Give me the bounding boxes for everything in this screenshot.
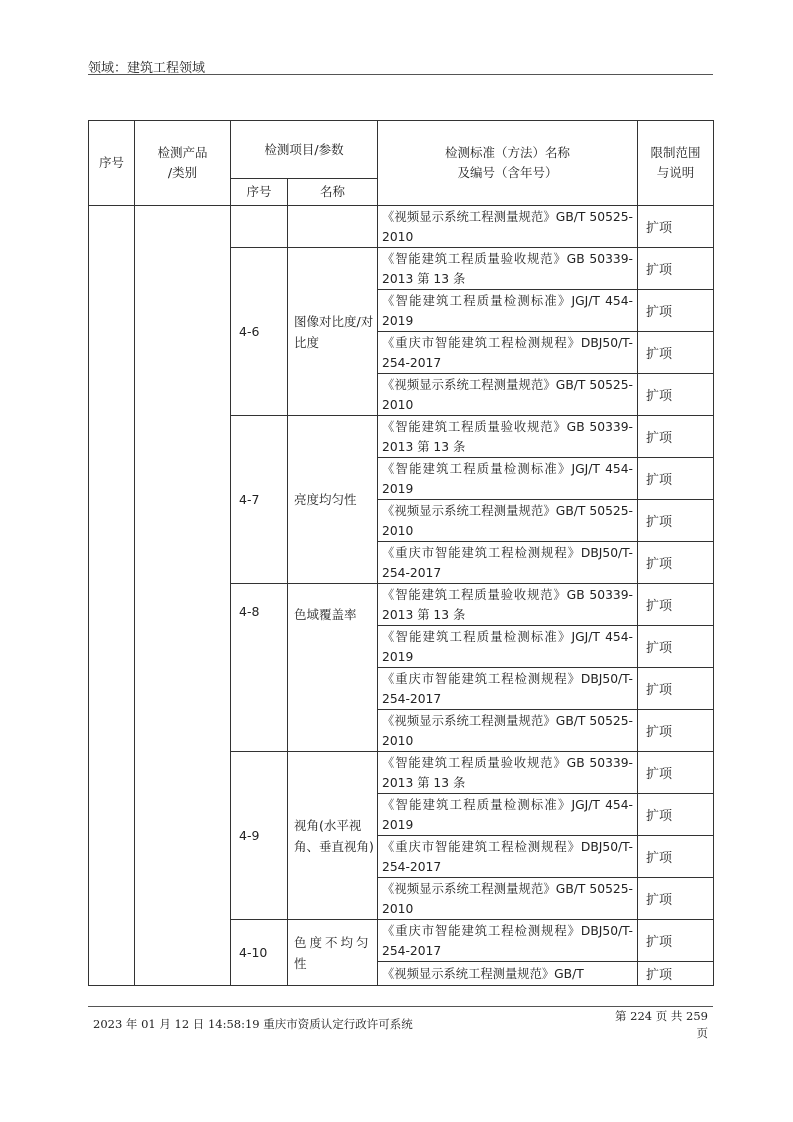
item-seq-cell: 4-7	[231, 416, 288, 584]
limit-cell: 扩项	[638, 458, 714, 500]
item-seq-cell: 4-8	[231, 584, 288, 752]
standard-cell: 《重庆市智能建筑工程检测规程》DBJ50/T-254-2017	[378, 332, 638, 374]
standard-cell: 《视频显示系统工程测量规范》GB/T 50525-2010	[378, 710, 638, 752]
limit-cell: 扩项	[638, 542, 714, 584]
footer-page-number: 第 224 页 共 259 页	[614, 1009, 708, 1040]
standard-cell: 《智能建筑工程质量验收规范》GB 50339-2013 第 13 条	[378, 752, 638, 794]
standard-cell: 《智能建筑工程质量验收规范》GB 50339-2013 第 13 条	[378, 584, 638, 626]
standard-cell: 《智能建筑工程质量检测标准》JGJ/T 454-2019	[378, 626, 638, 668]
page-header-domain: 领域：建筑工程领域	[88, 61, 206, 76]
footer-system: 重庆市资质认定行政许可系统	[263, 1017, 413, 1031]
limit-cell: 扩项	[638, 500, 714, 542]
col-header-product: 检测产品 /类别	[135, 121, 231, 206]
footer-source	[93, 1016, 413, 1032]
item-name-cell: 亮度均匀性	[288, 416, 378, 584]
standard-cell: 《智能建筑工程质量检测标准》JGJ/T 454-2019	[378, 458, 638, 500]
item-seq-cell: 4-10	[231, 920, 288, 986]
limit-cell: 扩项	[638, 836, 714, 878]
col-header-limit: 限制范围 与说明	[638, 121, 714, 206]
limit-cell: 扩项	[638, 374, 714, 416]
item-name-cell: 色度不均匀性	[288, 920, 378, 986]
standard-cell: 《重庆市智能建筑工程检测规程》DBJ50/T-254-2017	[378, 542, 638, 584]
limit-cell: 扩项	[638, 962, 714, 986]
item-name-cell: 图像对比度/对比度	[288, 248, 378, 416]
cell-item-seq-empty	[231, 206, 288, 248]
header-divider	[88, 74, 713, 75]
standard-cell: 《智能建筑工程质量检测标准》JGJ/T 454-2019	[378, 290, 638, 332]
limit-cell: 扩项	[638, 248, 714, 290]
limit-cell: 扩项	[638, 290, 714, 332]
item-name-cell: 色域覆盖率	[288, 584, 378, 752]
standard-cell: 《视频显示系统工程测量规范》GB/T 50525-2010	[378, 500, 638, 542]
footer-timestamp: 2023 年 01 月 12 日 14:58:19	[93, 1017, 260, 1031]
limit-cell: 扩项	[638, 206, 714, 248]
limit-cell: 扩项	[638, 584, 714, 626]
col-header-seq: 序号	[89, 121, 135, 206]
limit-cell: 扩项	[638, 878, 714, 920]
standards-table	[88, 120, 714, 986]
cell-seq-empty	[89, 206, 135, 986]
cell-item-name-empty	[288, 206, 378, 248]
standard-cell: 《重庆市智能建筑工程检测规程》DBJ50/T-254-2017	[378, 836, 638, 878]
limit-cell: 扩项	[638, 668, 714, 710]
limit-cell: 扩项	[638, 332, 714, 374]
limit-cell: 扩项	[638, 920, 714, 962]
item-seq-cell: 4-9	[231, 752, 288, 920]
limit-cell: 扩项	[638, 752, 714, 794]
standard-cell: 《智能建筑工程质量检测标准》JGJ/T 454-2019	[378, 794, 638, 836]
standard-cell: 《视频显示系统工程测量规范》GB/T 50525-2010	[378, 374, 638, 416]
limit-cell: 扩项	[638, 710, 714, 752]
standard-cell: 《智能建筑工程质量验收规范》GB 50339-2013 第 13 条	[378, 416, 638, 458]
col-header-item: 检测项目/参数	[231, 121, 378, 179]
standard-cell: 《智能建筑工程质量验收规范》GB 50339-2013 第 13 条	[378, 248, 638, 290]
item-seq-cell: 4-6	[231, 248, 288, 416]
standard-cell: 《重庆市智能建筑工程检测规程》DBJ50/T-254-2017	[378, 668, 638, 710]
col-header-standard: 检测标准（方法）名称 及编号（含年号）	[378, 121, 638, 206]
limit-cell: 扩项	[638, 794, 714, 836]
limit-cell: 扩项	[638, 626, 714, 668]
item-name-cell: 视角(水平视角、垂直视角)	[288, 752, 378, 920]
cell-product-empty	[135, 206, 231, 986]
standard-cell: 《重庆市智能建筑工程检测规程》DBJ50/T-254-2017	[378, 920, 638, 962]
col-header-item-seq: 序号	[231, 179, 288, 206]
standard-cell: 《视频显示系统工程测量规范》GB/T	[378, 962, 638, 986]
col-header-item-name: 名称	[288, 179, 378, 206]
limit-cell: 扩项	[638, 416, 714, 458]
standard-cell: 《视频显示系统工程测量规范》GB/T 50525-2010	[378, 206, 638, 248]
table-row	[89, 206, 714, 248]
footer-divider	[88, 1006, 713, 1007]
standard-cell: 《视频显示系统工程测量规范》GB/T 50525-2010	[378, 878, 638, 920]
